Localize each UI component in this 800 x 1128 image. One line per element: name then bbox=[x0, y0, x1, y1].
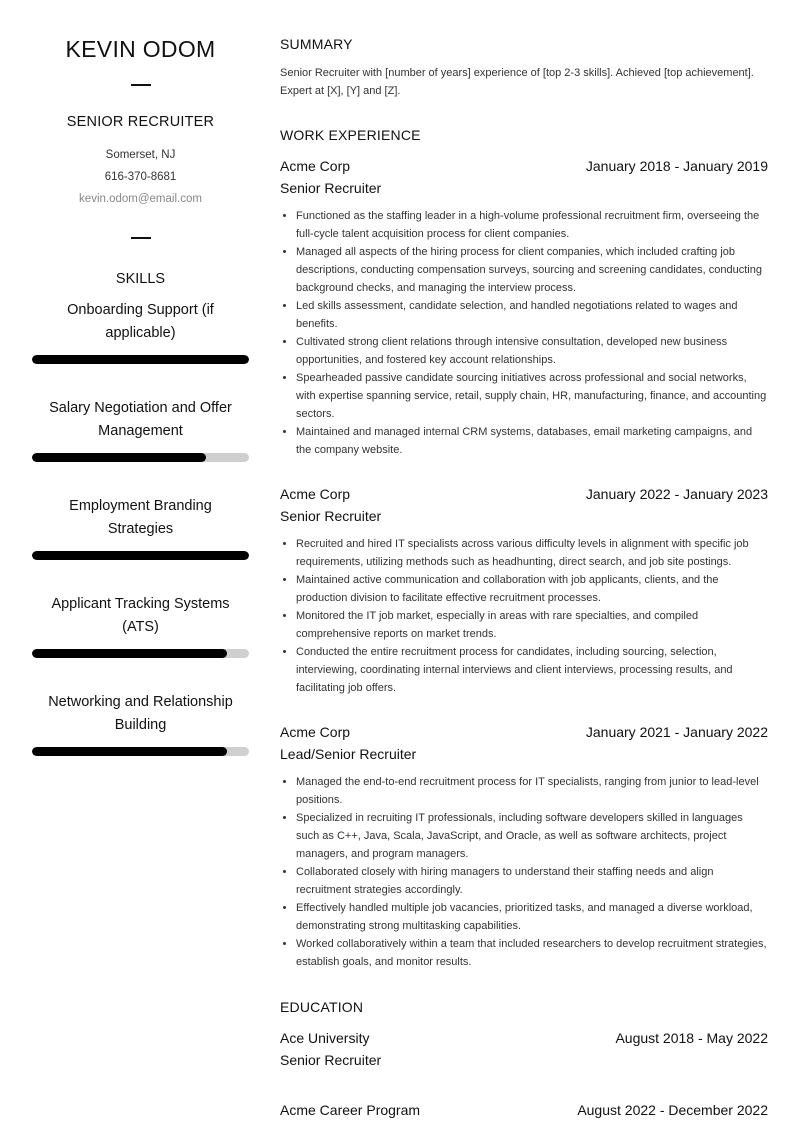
job-dates: January 2021 - January 2022 bbox=[585, 724, 768, 740]
bullet-item: • Collaborated closely with hiring managers to understand their staffing needs and align recruitment strategies accordingly. bbox=[296, 863, 768, 899]
job-role: Senior Recruiter bbox=[280, 508, 382, 524]
skill-level-fill bbox=[32, 453, 206, 462]
education-section bbox=[280, 997, 768, 1121]
bullet-item: • Maintained and managed internal CRM systems, databases, email marketing campaigns, and the company website. bbox=[296, 423, 768, 459]
skill-level-bar bbox=[32, 649, 249, 658]
job-header bbox=[280, 721, 768, 743]
work-experience-section bbox=[280, 125, 768, 971]
job-bullets bbox=[280, 773, 768, 971]
job-company: Acme Corp bbox=[280, 158, 351, 174]
job-bullets bbox=[280, 535, 768, 697]
skill-item bbox=[32, 593, 249, 658]
education-entry bbox=[280, 1099, 768, 1121]
bullet-item: • Spearheaded passive candidate sourcing initiatives across professional and social networks, with expertise spanning service, retail, supply chain, HR, manufacturing, finance, and accounting sectors. bbox=[296, 369, 768, 423]
summary-heading: SUMMARY bbox=[280, 36, 353, 52]
education-entry bbox=[280, 1027, 768, 1071]
email-link[interactable]: kevin.odom@email.com bbox=[79, 193, 202, 205]
job-dates: January 2022 - January 2023 bbox=[585, 486, 768, 502]
bullet-item: • Maintained active communication and collaboration with job applicants, clients, and the production division to facilitate effective recruitment processes. bbox=[296, 571, 768, 607]
degree: Senior Recruiter bbox=[280, 1052, 382, 1068]
job-entry bbox=[280, 721, 768, 971]
bullet-item: • Managed the end-to-end recruitment process for IT specialists, ranging from junior to lead-level positions. bbox=[296, 773, 768, 809]
job-header bbox=[280, 483, 768, 505]
education-header bbox=[280, 1099, 768, 1121]
skills-heading: SKILLS bbox=[115, 271, 166, 287]
main-content bbox=[280, 34, 768, 1121]
skill-level-fill bbox=[32, 747, 227, 756]
candidate-name: KEVIN ODOM bbox=[65, 36, 216, 62]
divider bbox=[131, 84, 151, 86]
work-experience-heading: WORK EXPERIENCE bbox=[280, 127, 421, 143]
education-heading: EDUCATION bbox=[280, 999, 364, 1015]
job-entry bbox=[280, 483, 768, 697]
sidebar bbox=[32, 34, 249, 756]
education-dates: August 2018 - May 2022 bbox=[615, 1030, 768, 1046]
education-header bbox=[280, 1027, 768, 1049]
job-bullets bbox=[280, 207, 768, 459]
bullet-item: • Led skills assessment, candidate selection, and handled negotiations related to wages and benefits. bbox=[296, 297, 768, 333]
job-title: SENIOR RECRUITER bbox=[66, 114, 215, 130]
skill-level-bar bbox=[32, 453, 249, 462]
school-name: Ace University bbox=[280, 1030, 370, 1046]
location: Somerset, NJ bbox=[105, 149, 176, 161]
job-header bbox=[280, 155, 768, 177]
phone: 616-370-8681 bbox=[104, 171, 177, 183]
skill-level-fill bbox=[32, 649, 227, 658]
skill-name: Salary Negotiation and Offer Management bbox=[49, 400, 232, 439]
bullet-item: • Effectively handled multiple job vacancies, prioritized tasks, and managed a diverse workload, demonstrating strong multitasking capabilities. bbox=[296, 899, 768, 935]
skill-level-bar bbox=[32, 551, 249, 560]
bullet-item: • Cultivated strong client relations through intensive consultation, developed new business opportunities, and fostered key account relationships. bbox=[296, 333, 768, 369]
skill-level-fill bbox=[32, 551, 249, 560]
skill-name: Applicant Tracking Systems (ATS) bbox=[51, 596, 230, 635]
job-role: Lead/Senior Recruiter bbox=[280, 746, 417, 762]
summary-text: Senior Recruiter with [number of years] experience of [top 2-3 skills]. Achieved [top achievement]. Expert at [X], [Y] and [Z]. bbox=[280, 67, 754, 97]
skill-item bbox=[32, 397, 249, 462]
bullet-item: • Monitored the IT job market, especially in areas with rare specialties, and compiled comprehensive reports on market trends. bbox=[296, 607, 768, 643]
bullet-item: • Managed all aspects of the hiring process for client companies, which included crafting job descriptions, conducting compensation surveys, sourcing and screening candidates, conducting background checks, and managing the interview process. bbox=[296, 243, 768, 297]
skill-item bbox=[32, 691, 249, 756]
skill-level-bar bbox=[32, 355, 249, 364]
skill-name: Networking and Relationship Building bbox=[48, 694, 233, 733]
bullet-item: • Recruited and hired IT specialists across various difficulty levels in alignment with specific job requirements, utilizing methods such as headhunting, direct search, and job site postings. bbox=[296, 535, 768, 571]
skill-level-fill bbox=[32, 355, 249, 364]
summary-section bbox=[280, 34, 768, 100]
divider bbox=[131, 237, 151, 239]
skill-level-bar bbox=[32, 747, 249, 756]
skill-name: Employment Branding Strategies bbox=[69, 498, 212, 537]
bullet-item: • Conducted the entire recruitment process for candidates, including sourcing, selection, interviewing, coordinating internal interviews and client interviews, processing results, and facilitating job offers. bbox=[296, 643, 768, 697]
skill-item bbox=[32, 299, 249, 364]
skill-name: Onboarding Support (if applicable) bbox=[67, 302, 214, 341]
job-company: Acme Corp bbox=[280, 724, 351, 740]
job-entry bbox=[280, 155, 768, 459]
job-company: Acme Corp bbox=[280, 486, 351, 502]
job-role: Senior Recruiter bbox=[280, 180, 382, 196]
bullet-item: • Functioned as the staffing leader in a high-volume professional recruitment firm, overseeing the full-cycle talent acquisition process for client companies. bbox=[296, 207, 768, 243]
bullet-item: • Specialized in recruiting IT professionals, including software developers skilled in languages such as C++, Java, Scala, JavaScript, and Oracle, as well as software architects, project managers, and program managers. bbox=[296, 809, 768, 863]
education-dates: August 2022 - December 2022 bbox=[577, 1102, 768, 1118]
bullet-item: • Worked collaboratively within a team that included researchers to develop recruitment strategies, establish goals, and monitor results. bbox=[296, 935, 768, 971]
skills-list bbox=[32, 299, 249, 756]
school-name: Acme Career Program bbox=[280, 1102, 421, 1118]
job-dates: January 2018 - January 2019 bbox=[585, 158, 768, 174]
skill-item bbox=[32, 495, 249, 560]
